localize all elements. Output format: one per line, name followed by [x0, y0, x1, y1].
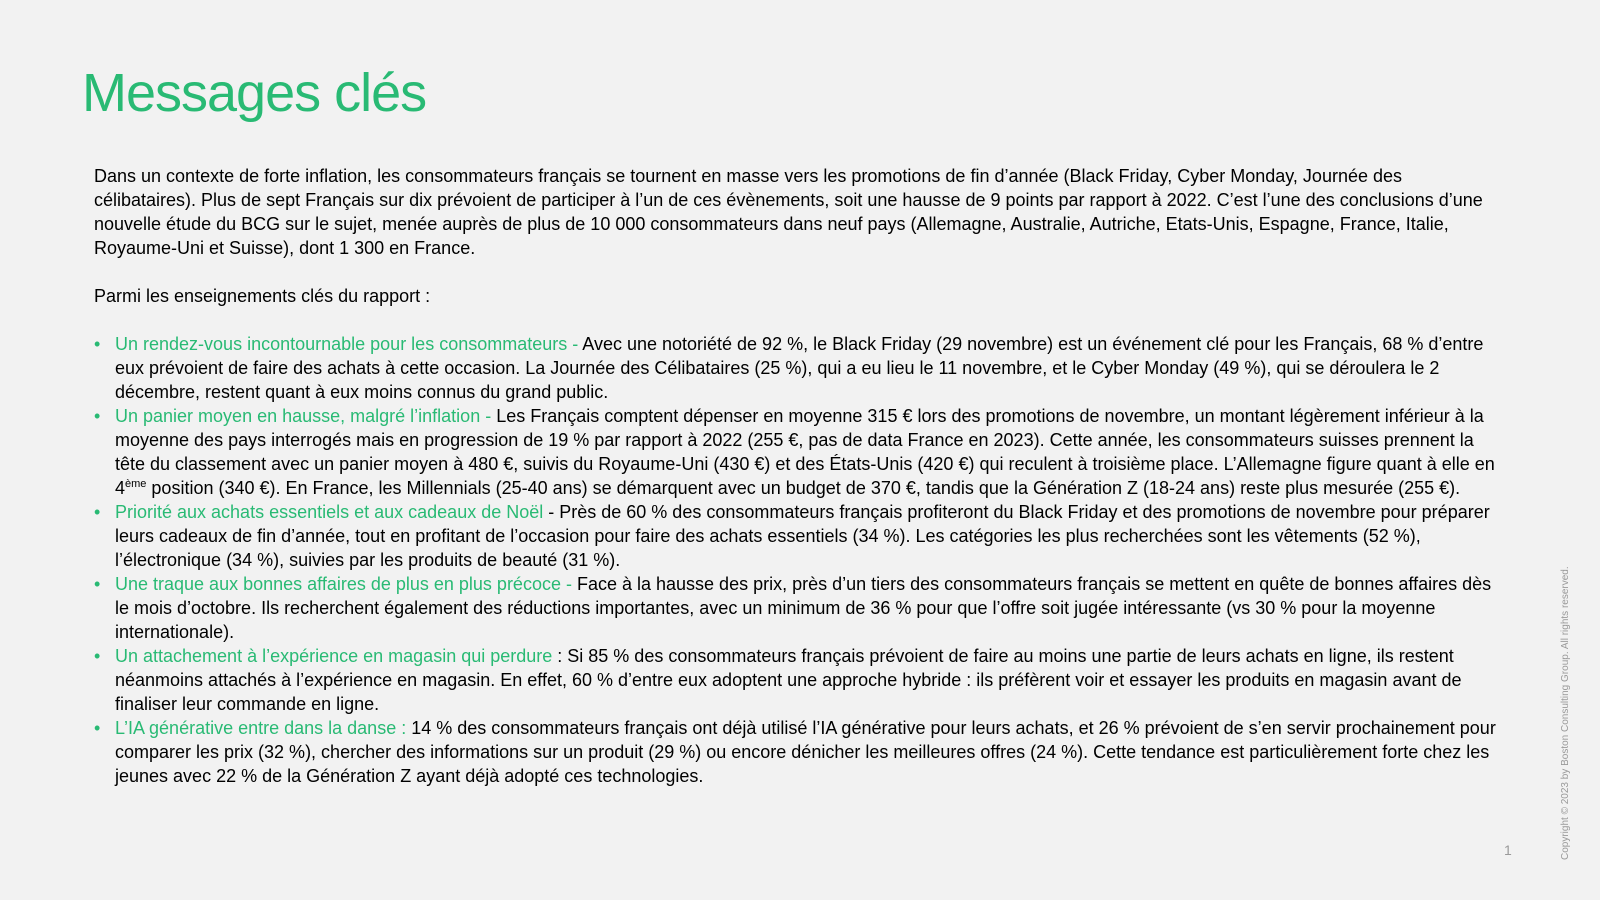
- bullet-text: : Si 85 % des consommateurs français prévoient de faire au moins une partie de leurs achats en ligne, ils restent néanmoins attachés à l’expérience en magasin. En effet, 60 % d’entre eux adoptent une approche hybride : ils préfèrent voir et essayer les produits en magasin avant de finaliser leur commande en ligne.: [115, 646, 1462, 714]
- lead-in-text: Parmi les enseignements clés du rapport :: [94, 286, 431, 306]
- bullet-heading: Un panier moyen en hausse, malgré l’inflation -: [115, 406, 492, 426]
- list-item: [94, 500, 1504, 572]
- bullet-text: Avec une notoriété de 92 %, le Black Friday (29 novembre) est un événement clé pour les Français, 68 % d’entre eux prévoient de faire des achats à cette occasion. La Journée des Célibataires (25 %), qui a eu lieu le 11 novembre, et le Cyber Monday (49 %), qui se déroulera le 2 décembre, restent quant à eux moins connus du grand public.: [115, 334, 1484, 402]
- list-item: [94, 332, 1504, 404]
- bullet-icon: •: [94, 646, 101, 666]
- bullet-text: Les Français comptent dépenser en moyenne 315 € lors des promotions de novembre, un montant légèrement inférieur à la moyenne des pays interrogés mais en progression de 19 % par rapport à 2022 (255 €, pas de data France en 2023). Cette année, les consommateurs suisses prennent la tête du classement avec un panier moyen à 480 €, suivis du Royaume-Uni (430 €) et des États-Unis (420 €) qui reculent à troisième place. L’Allemagne figure quant à elle en 4: [115, 406, 1495, 498]
- bullet-icon: •: [94, 718, 101, 738]
- bullet-text: 14 % des consommateurs français ont déjà utilisé l’IA générative pour leurs achats, et 26 % prévoient de s’en servir prochainement pour comparer les prix (32 %), chercher des informations sur un produit (29 %) ou encore dénicher les meilleures offres (24 %). Cette tendance est particulièrement forte chez les jeunes avec 22 % de la Génération Z ayant déjà adopté ces technologies.: [115, 718, 1496, 786]
- bullet-heading: Un attachement à l’expérience en magasin qui perdure: [115, 646, 553, 666]
- list-item: [94, 572, 1504, 644]
- bullet-icon: •: [94, 406, 101, 426]
- ordinal-suffix: ème: [125, 478, 147, 490]
- list-item: [94, 644, 1504, 716]
- page-title: Messages clés: [82, 63, 427, 123]
- intro-paragraph: Dans un contexte de forte inflation, les consommateurs français se tournent en masse vers les promotions de fin d’année (Black Friday, Cyber Monday, Journée des célibataires). Plus de sept Français sur dix prévoient de participer à l’un de ces évènements, soit une hausse de 9 points par rapport à 2022. C’est l’une des conclusions d’une nouvelle étude du BCG sur le sujet, menée auprès de plus de 10 000 consommateurs dans neuf pays (Allemagne, Australie, Autriche, Etats-Unis, Espagne, France, Italie, Royaume-Uni et Suisse), dont 1 300 en France.: [94, 166, 1483, 258]
- page-number: 1: [1504, 842, 1512, 858]
- list-item: [94, 716, 1504, 788]
- bullet-text: - Près de 60 % des consommateurs français profiteront du Black Friday et des promotions de novembre pour préparer leurs cadeaux de fin d’année, tout en profitant de l’occasion pour faire des achats essentiels (34 %). Les catégories les plus recherchées sont les vêtements (52 %), l’électronique (34 %), suivies par les produits de beauté (31 %).: [115, 502, 1490, 570]
- bullet-heading: L’IA générative entre dans la danse :: [115, 718, 407, 738]
- bullet-heading: Une traque aux bonnes affaires de plus en plus précoce -: [115, 574, 572, 594]
- bullet-icon: •: [94, 334, 101, 354]
- bullet-text: Face à la hausse des prix, près d’un tiers des consommateurs français se mettent en quête de bonnes affaires dès le mois d’octobre. Ils recherchent également des réductions importantes, avec un minimum de 36 % pour que l’offre soit jugée intéressante (vs 30 % pour la moyenne internationale).: [115, 574, 1492, 642]
- copyright-notice: Copyright © 2023 by Boston Consulting Group. All rights reserved.: [1560, 566, 1571, 860]
- bullet-text-continued: position (340 €). En France, les Millennials (25-40 ans) se démarquent avec un budget de 370 €, tandis que la Génération Z (18-24 ans) reste plus mesurée (255 €).: [146, 478, 1461, 498]
- bullet-icon: •: [94, 574, 101, 594]
- list-item: [94, 404, 1504, 500]
- key-messages-list: [94, 332, 1504, 788]
- bullet-heading: Priorité aux achats essentiels et aux cadeaux de Noël: [115, 502, 544, 522]
- bullet-heading: Un rendez-vous incontournable pour les consommateurs -: [115, 334, 579, 354]
- bullet-icon: •: [94, 502, 101, 522]
- content-body: [94, 164, 1504, 788]
